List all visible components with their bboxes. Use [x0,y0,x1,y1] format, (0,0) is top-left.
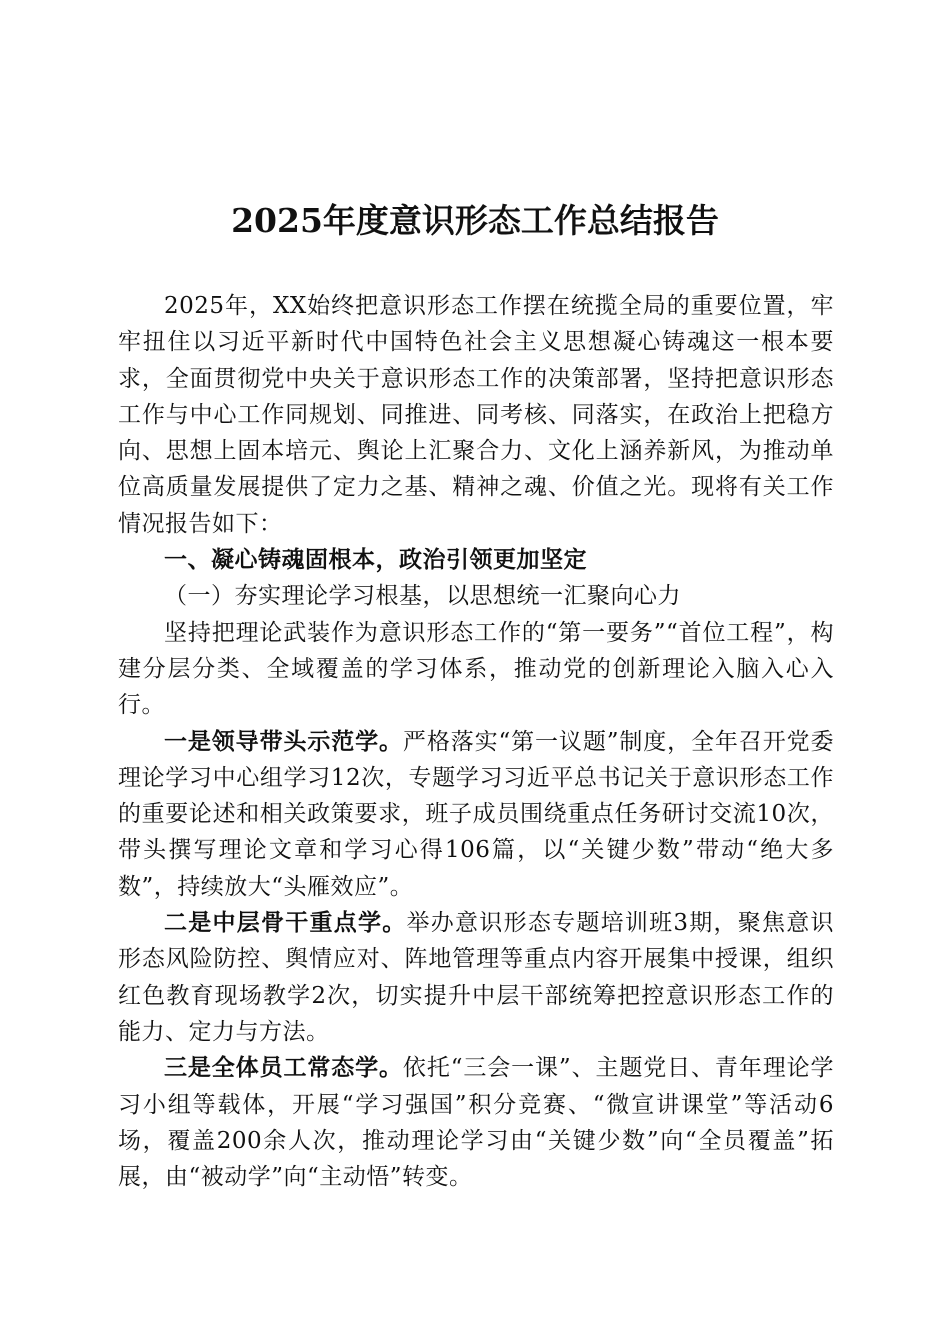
item-lead-1: 一是领导带头示范学。 [164,728,403,755]
subsection-heading: （一）夯实理论学习根基，以思想统一汇聚向心力 [164,583,681,610]
section-heading: 一、凝心铸魂固根本，政治引领更加坚定 [164,547,587,574]
item-paragraph-2 [118,905,834,1050]
item-text-1: 严格落实“第一议题”制度，全年召开党委理论学习中心组学习12次，专题学习习近平总书记关于意识形态工作的重要论述和相关政策要求，班子成员围绕重点任务研讨交流10次，带头撰写理论文章和学习心得106篇，以“关键少数”带动“绝大多数”，持续放大“头雁效应”。 [118,728,834,900]
subsection-intro-paragraph: 坚持把理论武装作为意识形态工作的“第一要务”“首位工程”，构建分层分类、全域覆盖的学习体系，推动党的创新理论入脑入心入行。 [118,619,834,719]
intro-paragraph: 2025年，XX始终把意识形态工作摆在统揽全局的重要位置，牢牢扭住以习近平新时代中国特色社会主义思想凝心铸魂这一根本要求，全面贯彻党中央关于意识形态工作的决策部署，坚持把意识形态工作与中心工作同规划、同推进、同考核、同落实，在政治上把稳方向、思想上固本培元、舆论上汇聚合力、文化上涵养新风，为推动单位高质量发展提供了定力之基、精神之魂、价值之光。现将有关工作情况报告如下： [118,293,834,537]
item-text-3: 依托“三会一课”、主题党日、青年理论学习小组等载体，开展“学习强国”积分竞赛、“微宣讲课堂”等活动6场，覆盖200余人次，推动理论学习由“关键少数”向“全员覆盖”拓展，由“被动学”向“主动悟”转变。 [118,1055,834,1191]
item-text-2: 举办意识形态专题培训班3期，聚焦意识形态风险防控、舆情应对、阵地管理等重点内容开展集中授课，组织红色教育现场教学2次，切实提升中层干部统筹把控意识形态工作的能力、定力与方法。 [118,910,834,1045]
document-title: 2025年度意识形态工作总结报告 [231,201,719,240]
document-body [118,288,834,1195]
item-lead-2: 二是中层骨干重点学。 [164,910,407,937]
item-paragraph-1 [118,724,834,905]
item-paragraph-3 [118,1050,834,1195]
item-lead-3: 三是全体员工常态学。 [164,1055,403,1082]
